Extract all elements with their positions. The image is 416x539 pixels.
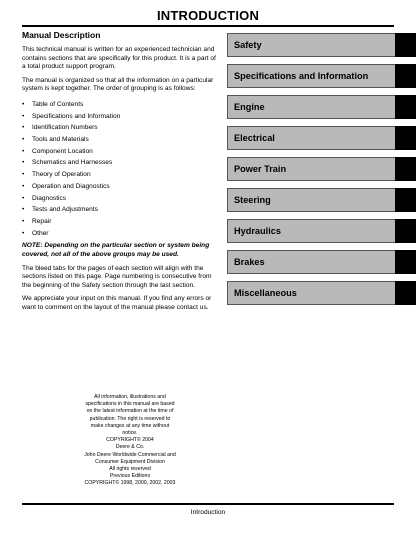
tab-label: Safety: [234, 40, 262, 50]
section-tabs: [227, 33, 416, 312]
tab-specifications-and-information[interactable]: [227, 64, 416, 88]
list-item: • Tools and Materials: [22, 134, 218, 146]
list-item: • Identification Numbers: [22, 122, 218, 134]
tab-hydraulics[interactable]: [227, 219, 416, 243]
bullet-icon: •: [22, 229, 25, 237]
bullet-icon: •: [22, 112, 25, 120]
tab-bleed-edge: [395, 250, 416, 274]
copyright-line: John Deere Worldwide Commercial and: [84, 451, 176, 458]
list-item: • Operation and Diagnostics: [22, 181, 218, 193]
note-text: NOTE: Depending on the particular section or system being covered, not all of the above groups may be used.: [22, 242, 210, 258]
copyright-line: Consumer Equipment Division: [95, 458, 165, 465]
bullet-icon: •: [22, 124, 25, 132]
bullet-icon: •: [22, 182, 25, 190]
copyright-line: Deere & Co.: [115, 444, 145, 451]
tab-miscellaneous[interactable]: [227, 281, 416, 305]
tab-bleed-edge: [395, 219, 416, 243]
tab-bleed-edge: [395, 157, 416, 181]
tab-label: Specifications and Information: [234, 71, 369, 81]
list-item: • Schematics and Harnesses: [22, 157, 218, 169]
copyright-notice: [60, 394, 200, 488]
list-item: • Specifications and Information: [22, 111, 218, 123]
bullet-icon: •: [22, 147, 25, 155]
copyright-line: publication. The right is reserved to: [89, 415, 171, 422]
tab-label: Power Train: [234, 164, 287, 174]
tab-label: Steering: [234, 195, 271, 205]
organization-paragraph: The manual is organized so that all the information on a particular system is kept together. The order of grouping is as follows:: [22, 76, 214, 93]
tab-steering[interactable]: [227, 188, 416, 212]
bullet-icon: •: [22, 136, 25, 144]
copyright-line: All information, illustrations and: [94, 394, 166, 400]
bullet-icon: •: [22, 218, 25, 225]
bullet-icon: •: [22, 159, 25, 167]
grouping-list: [22, 99, 218, 239]
tab-engine[interactable]: [227, 95, 416, 119]
tab-label: Brakes: [234, 257, 265, 267]
footer-label: Introduction: [190, 509, 226, 516]
tab-bleed-edge: [395, 126, 416, 150]
bullet-icon: •: [22, 206, 25, 214]
tab-safety[interactable]: [227, 33, 416, 57]
list-item: • Table of Contents: [22, 99, 218, 111]
copyright-line: COPYRIGHT© 1998, 2000, 2002, 2003: [84, 480, 176, 487]
title-divider: [22, 25, 394, 27]
feedback-paragraph: We appreciate your input on this manual. If you find any errors or want to comment on the layout of the manual please contact us.: [22, 295, 212, 311]
list-item: • Component Location: [22, 146, 218, 158]
list-item: • Other: [22, 228, 218, 240]
tab-bleed-edge: [395, 188, 416, 212]
tab-electrical[interactable]: [227, 126, 416, 150]
copyright-line: All rights reserved: [109, 466, 151, 473]
copyright-line: on the latest information at the time of: [86, 408, 174, 415]
footer-divider: [22, 503, 394, 505]
tab-power-train[interactable]: [227, 157, 416, 181]
page-title: INTRODUCTION: [156, 8, 260, 23]
tab-bleed-edge: [395, 95, 416, 119]
bullet-icon: •: [22, 100, 25, 108]
tab-bleed-edge: [395, 33, 416, 57]
tab-label: Hydraulics: [234, 226, 281, 236]
tab-label: Engine: [234, 102, 265, 112]
section-heading: Manual Description: [22, 30, 101, 40]
list-item: • Diagnostics: [22, 193, 218, 205]
list-item: • Repair: [22, 216, 218, 228]
tab-label: Electrical: [234, 133, 275, 143]
tab-label: Miscellaneous: [234, 288, 297, 298]
copyright-line: specifications in this manual are based: [85, 401, 175, 408]
tab-bleed-edge: [395, 64, 416, 88]
bleed-tabs-paragraph: The bleed tabs for the pages of each section will align with the sections listed on this page. Page numbering is consecutive from the beginning of the Safety section through the last section.: [22, 264, 212, 289]
tab-brakes[interactable]: [227, 250, 416, 274]
copyright-line: notice.: [122, 430, 138, 437]
copyright-line: make changes at any time without: [90, 422, 170, 429]
copyright-line: Previous Editions: [109, 473, 151, 480]
bullet-icon: •: [22, 194, 25, 202]
list-item: • Theory of Operation: [22, 169, 218, 181]
list-item: • Tests and Adjustments: [22, 204, 218, 216]
bullet-icon: •: [22, 171, 25, 179]
intro-paragraph: This technical manual is written for an experienced technician and contains sections that are specifically for this product. It is a part of a total product support program.: [22, 46, 216, 71]
copyright-line: COPYRIGHT© 2004: [106, 437, 154, 444]
manual-description-column: [22, 30, 218, 318]
tab-bleed-edge: [395, 281, 416, 305]
